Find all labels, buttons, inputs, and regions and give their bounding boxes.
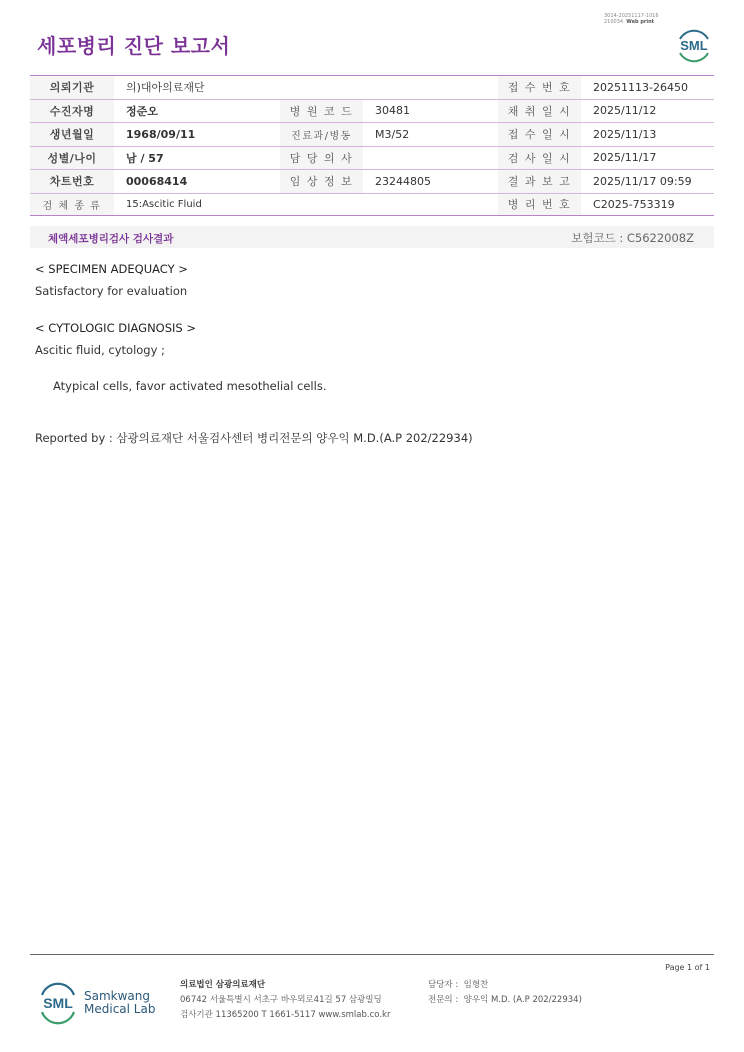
table-row	[30, 99, 714, 123]
label-sex-age: 성별/나이	[30, 146, 114, 170]
print-stamp-id: 3014-20251117-1016	[604, 13, 659, 19]
diagnosis-result: Atypical cells, favor activated mesothelial cells.	[53, 379, 327, 393]
value-sex-age: 남 / 57	[114, 146, 280, 170]
label-chart-number: 차트번호	[30, 170, 114, 194]
org-contact: 검사기관 11365200 T 1661-5117 www.smlab.co.kr	[180, 1010, 391, 1020]
page-title: 세포병리 진단 보고서	[37, 34, 231, 58]
label-patient-name: 수진자명	[30, 99, 114, 123]
section-title: 체액세포병리검사 검사결과	[48, 233, 174, 245]
value-receipt-date: 2025/11/13	[581, 123, 714, 147]
org-info	[180, 978, 390, 1023]
label-receipt-date: 접 수 일 시	[498, 123, 581, 147]
value-attending-physician	[363, 146, 498, 170]
page-number: Page 1 of 1	[665, 963, 710, 972]
value-specimen-type: 15:Ascitic Fluid	[114, 193, 498, 215]
table-row	[30, 193, 714, 215]
value-department: M3/52	[363, 123, 498, 147]
footer-divider	[30, 954, 714, 955]
manager-label: 담당자 :	[428, 980, 459, 990]
value-hospital-code: 30481	[363, 99, 498, 123]
value-patient-name: 정준오	[114, 99, 280, 123]
sml-footer-logo	[36, 980, 80, 1026]
insurance-code: 보험코드 : C5622008Z	[571, 231, 694, 245]
specialist-name: 양우익 M.D. (A.P 202/22934)	[463, 995, 582, 1005]
value-test-date: 2025/11/17	[581, 146, 714, 170]
label-collection-date: 채 취 일 시	[498, 99, 581, 123]
print-stamp	[604, 13, 659, 25]
diagnosis-specimen: Ascitic fluid, cytology ;	[35, 343, 165, 357]
table-row	[30, 146, 714, 170]
svg-text:SML: SML	[43, 995, 73, 1011]
table-row	[30, 76, 714, 100]
patient-info-table	[30, 75, 714, 216]
value-collection-date: 2025/11/12	[581, 99, 714, 123]
label-department: 진료과/병동	[280, 123, 363, 147]
specialist-label: 전문의 :	[428, 995, 459, 1005]
label-pathology-number: 병 리 번 호	[498, 193, 581, 215]
adequacy-text: Satisfactory for evaluation	[35, 284, 188, 298]
value-chart-number: 00068414	[114, 170, 280, 194]
result-section-bar	[30, 226, 714, 248]
print-stamp-type: 210034 Web print	[604, 19, 655, 25]
value-result-report: 2025/11/17 09:59	[581, 170, 714, 194]
diagnosis-heading: < CYTOLOGIC DIAGNOSIS >	[35, 321, 197, 335]
label-hospital-code: 병 원 코 드	[280, 99, 363, 123]
adequacy-heading: < SPECIMEN ADEQUACY >	[35, 262, 188, 276]
value-clinical-info: 23244805	[363, 170, 498, 194]
staff-info	[428, 978, 582, 1008]
svg-text:SML: SML	[680, 38, 708, 53]
table-row	[30, 123, 714, 147]
manager-name: 임형찬	[463, 980, 489, 990]
org-name: 의료법인 삼광의료재단	[180, 980, 266, 990]
label-test-date: 검 사 일 시	[498, 146, 581, 170]
reported-by: Reported by : 삼광의료재단 서울검사센터 병리전문의 양우익 M.D.(A.P 202/22934)	[35, 431, 473, 445]
label-requesting-institution: 의뢰기관	[30, 76, 114, 100]
value-accession-number: 20251113-26450	[581, 76, 714, 100]
label-clinical-info: 임 상 정 보	[280, 170, 363, 194]
label-birth-date: 생년월일	[30, 123, 114, 147]
label-accession-number: 접 수 번 호	[498, 76, 581, 100]
table-row	[30, 170, 714, 194]
value-pathology-number: C2025-753319	[581, 193, 714, 215]
value-requesting-institution: 의)대아의료재단	[114, 76, 498, 100]
org-address: 06742 서울특별시 서초구 바우뫼로41길 57 삼광빌딩	[180, 995, 382, 1005]
label-result-report: 결 과 보 고	[498, 170, 581, 194]
brand-name: Samkwang Medical Lab	[84, 989, 156, 1016]
label-specimen-type: 검 체 종 류	[30, 193, 114, 215]
value-birth-date: 1968/09/11	[114, 123, 280, 147]
sml-logo	[674, 25, 714, 65]
label-attending-physician: 담 당 의 사	[280, 146, 363, 170]
